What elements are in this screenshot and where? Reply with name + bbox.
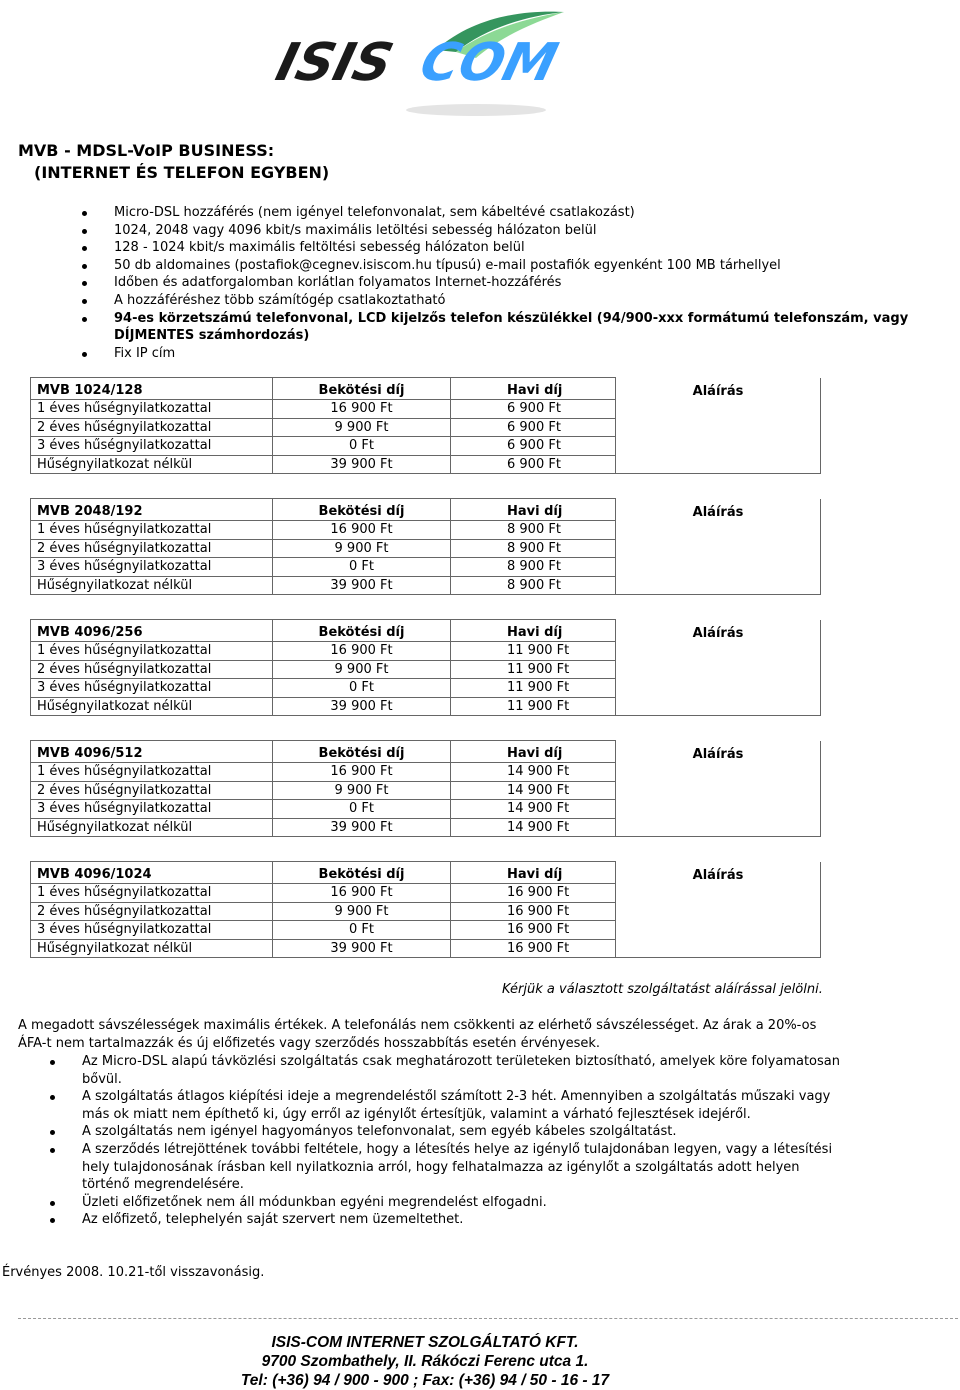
- table-row: [31, 939, 821, 958]
- setup-fee-header: Bekötési díj: [273, 378, 451, 400]
- signature-cell[interactable]: [616, 455, 821, 474]
- setup-fee: 0 Ft: [273, 800, 451, 819]
- row-label: 3 éves hűségnyilatkozattal: [31, 558, 273, 577]
- signature-cell[interactable]: [616, 576, 821, 595]
- setup-fee: 0 Ft: [273, 679, 451, 698]
- row-label: 3 éves hűségnyilatkozattal: [31, 800, 273, 819]
- table-row: [31, 576, 821, 595]
- setup-fee: 9 900 Ft: [273, 418, 451, 437]
- setup-fee: 9 900 Ft: [273, 902, 451, 921]
- signature-cell[interactable]: [616, 400, 821, 419]
- row-label: 2 éves hűségnyilatkozattal: [31, 781, 273, 800]
- table-row: [31, 884, 821, 903]
- monthly-fee-header: Havi díj: [451, 378, 616, 400]
- setup-fee: 9 900 Ft: [273, 660, 451, 679]
- plan-name: MVB 4096/1024: [31, 862, 273, 884]
- row-label: 1 éves hűségnyilatkozattal: [31, 763, 273, 782]
- feature-item: A hozzáféréshez több számítógép csatlakoztatható: [82, 292, 942, 310]
- row-label: Hűségnyilatkozat nélkül: [31, 576, 273, 595]
- title-line-1: MVB - MDSL-VoIP BUSINESS:: [18, 141, 275, 160]
- table-row: [31, 521, 821, 540]
- monthly-fee-header: Havi díj: [451, 741, 616, 763]
- monthly-fee-header: Havi díj: [451, 499, 616, 521]
- terms-item: A szolgáltatás átlagos kiépítési ideje a megrendeléstől számított 2-3 hét. Amennyiben a szolgáltatás műszaki vagy más ok miatt nem építhető ki, úgy erről az igénylőt értesítjük, valamint a várható fejlesztések idejéről.: [50, 1088, 840, 1123]
- footer: [0, 1333, 850, 1390]
- monthly-fee: 14 900 Ft: [451, 800, 616, 819]
- feature-item: Fix IP cím: [82, 345, 942, 363]
- table-row: [31, 539, 821, 558]
- terms-item: Az előfizető, telephelyén saját szervert nem üzemeltethet.: [50, 1211, 840, 1229]
- signature-cell[interactable]: [616, 902, 821, 921]
- signature-header: Aláírás: [616, 620, 821, 642]
- table-row: [31, 902, 821, 921]
- terms-list: [50, 1053, 840, 1229]
- plan-name: MVB 4096/256: [31, 620, 273, 642]
- setup-fee: 16 900 Ft: [273, 763, 451, 782]
- document-title: [18, 140, 329, 184]
- signature-cell[interactable]: [616, 800, 821, 819]
- row-label: 2 éves hűségnyilatkozattal: [31, 660, 273, 679]
- terms-item: A szerződés létrejöttének további feltétele, hogy a létesítés helye az igénylő tulajdonában legyen, vagy a létesítési hely tulajdonosának írásban kell nyilatkoznia arról, hogy felhatalmazza az igénylőt a szolgáltatás adott helyen történő megrendelésére.: [50, 1141, 840, 1194]
- monthly-fee: 11 900 Ft: [451, 660, 616, 679]
- signature-header: Aláírás: [616, 499, 821, 521]
- monthly-fee-header: Havi díj: [451, 620, 616, 642]
- row-label: Hűségnyilatkozat nélkül: [31, 939, 273, 958]
- footer-company: ISIS-COM INTERNET SZOLGÁLTATÓ KFT.: [271, 1334, 579, 1351]
- signature-cell[interactable]: [616, 642, 821, 661]
- setup-fee: 9 900 Ft: [273, 781, 451, 800]
- table-row: [31, 763, 821, 782]
- monthly-fee: 6 900 Ft: [451, 437, 616, 456]
- monthly-fee: 11 900 Ft: [451, 679, 616, 698]
- plan-name: MVB 1024/128: [31, 378, 273, 400]
- terms-item: Üzleti előfizetőnek nem áll módunkban egyéni megrendelést elfogadni.: [50, 1194, 840, 1212]
- monthly-fee: 6 900 Ft: [451, 400, 616, 419]
- row-label: 1 éves hűségnyilatkozattal: [31, 400, 273, 419]
- row-label: Hűségnyilatkozat nélkül: [31, 697, 273, 716]
- price-table: [30, 619, 821, 716]
- table-row: [31, 697, 821, 716]
- monthly-fee: 11 900 Ft: [451, 697, 616, 716]
- signature-cell[interactable]: [616, 558, 821, 577]
- row-label: 1 éves hűségnyilatkozattal: [31, 884, 273, 903]
- monthly-fee: 14 900 Ft: [451, 763, 616, 782]
- monthly-fee: 16 900 Ft: [451, 884, 616, 903]
- table-row: [31, 455, 821, 474]
- signature-cell[interactable]: [616, 437, 821, 456]
- setup-fee: 16 900 Ft: [273, 642, 451, 661]
- signature-header: Aláírás: [616, 741, 821, 763]
- setup-fee: 39 900 Ft: [273, 939, 451, 958]
- signature-cell[interactable]: [616, 763, 821, 782]
- feature-item: 128 - 1024 kbit/s maximális feltöltési sebesség hálózaton belül: [82, 239, 942, 257]
- row-label: 2 éves hűségnyilatkozattal: [31, 902, 273, 921]
- signature-header: Aláírás: [616, 862, 821, 884]
- setup-fee-header: Bekötési díj: [273, 620, 451, 642]
- isiscom-logo: [270, 6, 566, 124]
- monthly-fee: 16 900 Ft: [451, 921, 616, 940]
- signature-cell[interactable]: [616, 818, 821, 837]
- title-line-2: (INTERNET ÉS TELEFON EGYBEN): [34, 163, 330, 182]
- table-row: [31, 679, 821, 698]
- monthly-fee: 14 900 Ft: [451, 818, 616, 837]
- monthly-fee: 8 900 Ft: [451, 576, 616, 595]
- table-row: [31, 418, 821, 437]
- row-label: 3 éves hűségnyilatkozattal: [31, 437, 273, 456]
- monthly-fee: 8 900 Ft: [451, 558, 616, 577]
- intro-paragraph: A megadott sávszélességek maximális értékek. A telefonálás nem csökkenti az elérhető sávszélességet. Az árak a 20%-os ÁFA-t nem tartalmazzák és új előfizetés vagy szerződés hosszabbítás esetén érvényesek.: [18, 1018, 817, 1051]
- signature-cell[interactable]: [616, 521, 821, 540]
- signature-cell[interactable]: [616, 418, 821, 437]
- signature-cell[interactable]: [616, 781, 821, 800]
- setup-fee: 39 900 Ft: [273, 455, 451, 474]
- footer-address: 9700 Szombathely, II. Rákóczi Ferenc utca 1.: [261, 1353, 589, 1370]
- validity-date: Érvényes 2008. 10.21-től visszavonásig.: [2, 1265, 265, 1280]
- monthly-fee: 16 900 Ft: [451, 939, 616, 958]
- table-row: [31, 921, 821, 940]
- table-row: [31, 660, 821, 679]
- row-label: Hűségnyilatkozat nélkül: [31, 455, 273, 474]
- row-label: 3 éves hűségnyilatkozattal: [31, 921, 273, 940]
- setup-fee: 16 900 Ft: [273, 400, 451, 419]
- table-row: [31, 781, 821, 800]
- setup-fee-header: Bekötési díj: [273, 499, 451, 521]
- logo-text-dark: ISIS: [270, 32, 399, 93]
- plan-name: MVB 4096/512: [31, 741, 273, 763]
- table-row: [31, 558, 821, 577]
- row-label: 3 éves hűségnyilatkozattal: [31, 679, 273, 698]
- row-label: 1 éves hűségnyilatkozattal: [31, 521, 273, 540]
- table-row: [31, 642, 821, 661]
- table-row: [31, 437, 821, 456]
- monthly-fee-header: Havi díj: [451, 862, 616, 884]
- footer-divider: [18, 1318, 958, 1319]
- feature-item: Időben és adatforgalomban korlátlan folyamatos Internet-hozzáférés: [82, 274, 942, 292]
- feature-item: 50 db aldomaines (postafiok@cegnev.isiscom.hu típusú) e-mail postafiók egyenként 100 MB tárhellyel: [82, 257, 942, 275]
- row-label: 2 éves hűségnyilatkozattal: [31, 418, 273, 437]
- monthly-fee: 6 900 Ft: [451, 418, 616, 437]
- plan-name: MVB 2048/192: [31, 499, 273, 521]
- price-table: [30, 377, 821, 474]
- setup-fee: 39 900 Ft: [273, 576, 451, 595]
- signature-cell[interactable]: [616, 697, 821, 716]
- setup-fee: 0 Ft: [273, 921, 451, 940]
- signature-cell[interactable]: [616, 884, 821, 903]
- price-table: [30, 740, 821, 837]
- signature-cell[interactable]: [616, 539, 821, 558]
- price-table: [30, 498, 821, 595]
- table-row: [31, 800, 821, 819]
- price-table: [30, 861, 821, 958]
- terms-item: A szolgáltatás nem igényel hagyományos telefonvonalat, sem egyéb kábeles szolgáltatást.: [50, 1123, 840, 1141]
- signature-cell[interactable]: [616, 679, 821, 698]
- setup-fee: 39 900 Ft: [273, 697, 451, 716]
- setup-fee: 0 Ft: [273, 558, 451, 577]
- signature-instruction: Kérjük a választott szolgáltatást aláírással jelölni.: [502, 982, 823, 997]
- setup-fee: 39 900 Ft: [273, 818, 451, 837]
- setup-fee: 16 900 Ft: [273, 521, 451, 540]
- row-label: Hűségnyilatkozat nélkül: [31, 818, 273, 837]
- monthly-fee: 6 900 Ft: [451, 455, 616, 474]
- monthly-fee: 16 900 Ft: [451, 902, 616, 921]
- footer-contact: Tel: (+36) 94 / 900 - 900 ; Fax: (+36) 94 / 50 - 16 - 17: [240, 1372, 610, 1389]
- setup-fee-header: Bekötési díj: [273, 741, 451, 763]
- signature-cell[interactable]: [616, 660, 821, 679]
- table-row: [31, 400, 821, 419]
- table-row: [31, 818, 821, 837]
- setup-fee: 0 Ft: [273, 437, 451, 456]
- setup-fee: 9 900 Ft: [273, 539, 451, 558]
- row-label: 1 éves hűségnyilatkozattal: [31, 642, 273, 661]
- signature-header: Aláírás: [616, 378, 821, 400]
- monthly-fee: 8 900 Ft: [451, 521, 616, 540]
- terms-item: Az Micro-DSL alapú távközlési szolgáltatás csak meghatározott területeken biztosítható, amelyek köre folyamatosan bővül.: [50, 1053, 840, 1088]
- feature-item: 1024, 2048 vagy 4096 kbit/s maximális letöltési sebesség hálózaton belül: [82, 222, 942, 240]
- monthly-fee: 11 900 Ft: [451, 642, 616, 661]
- setup-fee: 16 900 Ft: [273, 884, 451, 903]
- row-label: 2 éves hűségnyilatkozattal: [31, 539, 273, 558]
- setup-fee-header: Bekötési díj: [273, 862, 451, 884]
- feature-item: Micro-DSL hozzáférés (nem igényel telefonvonalat, sem kábeltévé csatlakozást): [82, 204, 942, 222]
- monthly-fee: 14 900 Ft: [451, 781, 616, 800]
- monthly-fee: 8 900 Ft: [451, 539, 616, 558]
- feature-list: [82, 204, 942, 362]
- signature-cell[interactable]: [616, 939, 821, 958]
- signature-cell[interactable]: [616, 921, 821, 940]
- logo-text-accent: COM: [414, 32, 564, 93]
- feature-item: 94-es körzetszámú telefonvonal, LCD kijelzős telefon készülékkel (94/900-xxx formátumú telefonszám, vagy DÍJMENTES számhordozás): [82, 310, 942, 345]
